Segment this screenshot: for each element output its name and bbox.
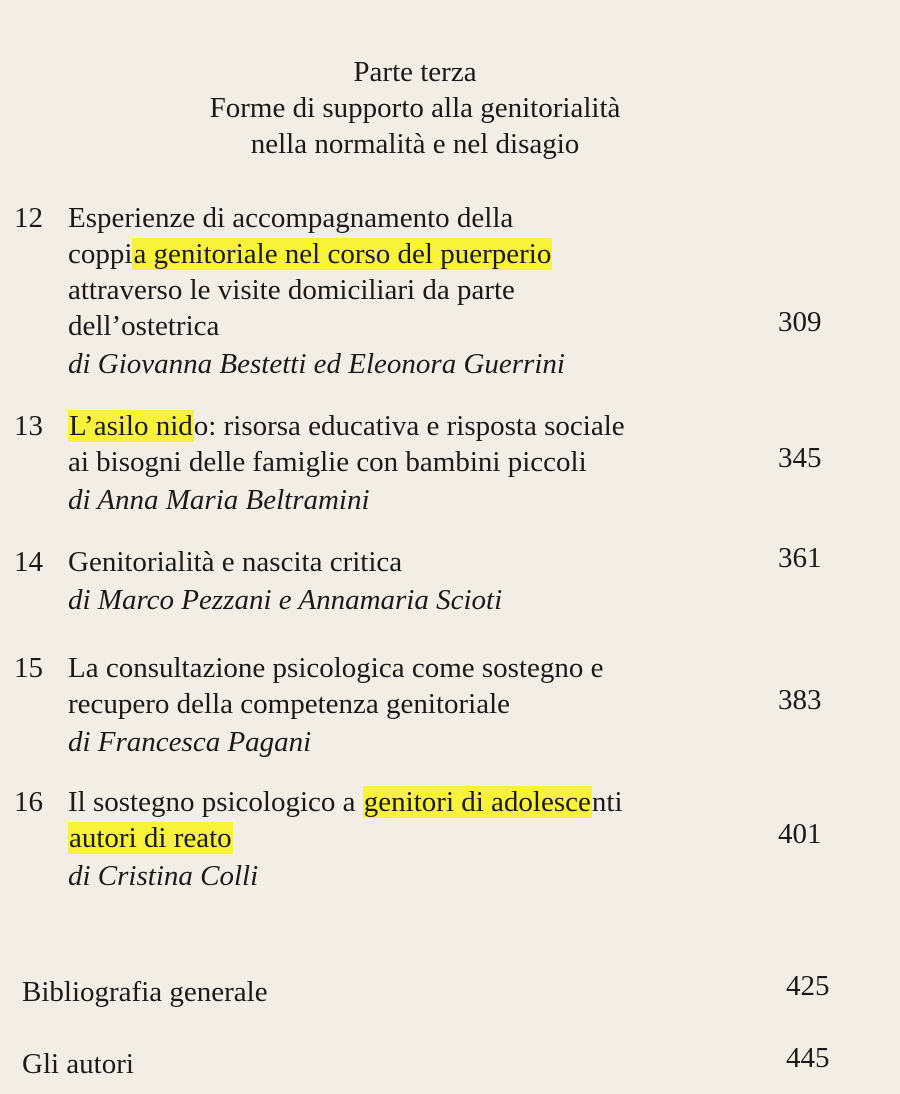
title-text: o: risorsa educativa e risposta sociale <box>193 410 625 442</box>
title-text: La consultazione psicologica come sostegno e <box>68 652 604 684</box>
chapter-author: di Francesca Pagani <box>68 726 312 758</box>
highlighted-text: L’asilo nid <box>69 410 193 442</box>
title-text: ai bisogni delle famiglie con bambini piccoli <box>68 446 587 478</box>
toc-entry-page: 445 <box>786 1042 830 1074</box>
chapter-page: 383 <box>778 684 822 716</box>
title-text: dell’ostetrica <box>68 310 220 342</box>
title-text: Esperienze di accompagnamento della <box>68 202 514 234</box>
chapter-title-line <box>68 200 513 236</box>
highlighted-text: a genitoriale nel corso del puerperio <box>133 238 552 270</box>
toc-entry-page: 425 <box>786 970 830 1002</box>
chapter-title-line <box>68 444 587 480</box>
title-text: attraverso le visite domiciliari da parte <box>68 274 515 306</box>
chapter-title-line <box>68 236 552 272</box>
chapter-author: di Marco Pezzani e Annamaria Scioti <box>68 584 503 616</box>
title-text: Il sostegno psicologico a <box>68 786 363 818</box>
part-label: Parte terza <box>353 56 477 88</box>
chapter-title-line <box>68 544 402 580</box>
chapter-title-line <box>68 272 515 308</box>
chapter-number: 12 <box>14 202 43 234</box>
chapter-title-line <box>68 784 623 820</box>
chapter-number: 13 <box>14 410 43 442</box>
toc-entry-label: Gli autori <box>22 1048 134 1080</box>
chapter-title-line <box>68 308 219 344</box>
title-text: coppi <box>68 238 133 270</box>
chapter-page: 345 <box>778 442 822 474</box>
chapter-title-line <box>68 408 625 444</box>
chapter-page: 401 <box>778 818 822 850</box>
title-text: Genitorialità e nascita critica <box>68 546 403 578</box>
part-title-line: nella normalità e nel disagio <box>250 128 580 160</box>
chapter-title-line <box>68 820 233 856</box>
chapter-author: di Cristina Colli <box>68 860 259 892</box>
title-text: nti <box>591 786 623 818</box>
chapter-author: di Anna Maria Beltramini <box>68 484 370 516</box>
highlighted-text: genitori di adolesce <box>363 786 591 818</box>
chapter-author: di Giovanna Bestetti ed Eleonora Guerrini <box>68 348 565 380</box>
chapter-number: 16 <box>14 786 43 818</box>
chapter-page: 361 <box>778 542 822 574</box>
chapter-page: 309 <box>778 306 822 338</box>
chapter-title-line <box>68 650 604 686</box>
part-title-line: Forme di supporto alla genitorialità <box>209 92 621 124</box>
toc-entry-label: Bibliografia generale <box>22 976 268 1008</box>
chapter-number: 14 <box>14 546 43 578</box>
chapter-title-line <box>68 686 510 722</box>
title-text: recupero della competenza genitoriale <box>68 688 511 720</box>
highlighted-text: autori di reato <box>69 822 232 854</box>
chapter-number: 15 <box>14 652 43 684</box>
